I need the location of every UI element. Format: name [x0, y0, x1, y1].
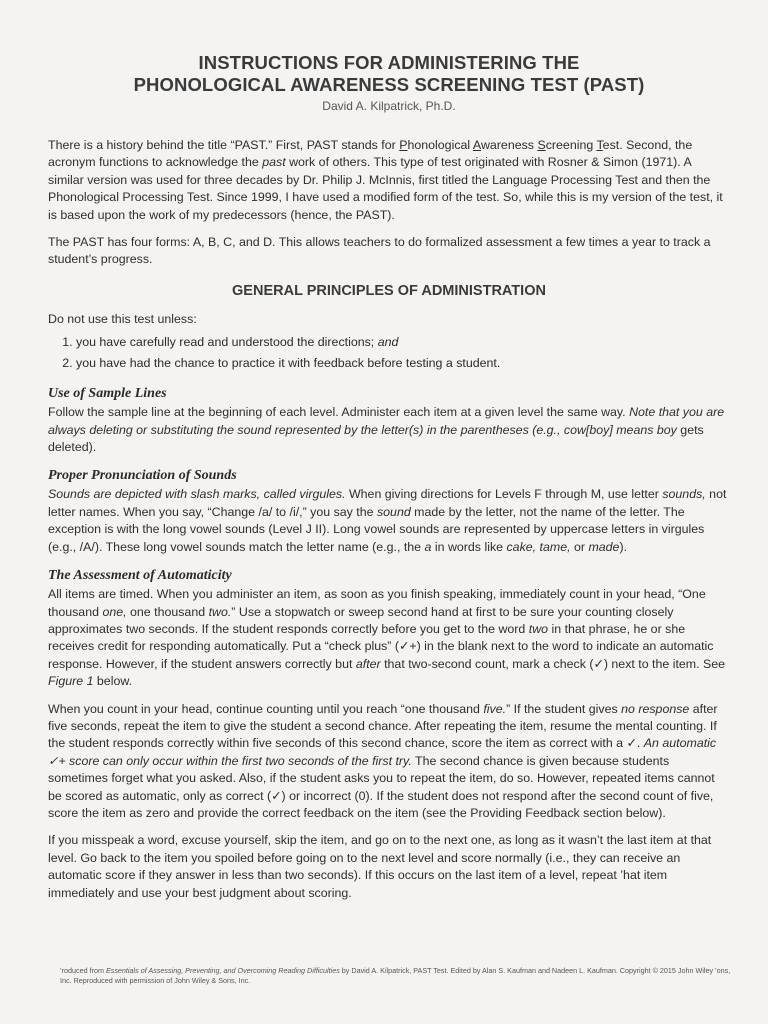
sample-lines-paragraph: Follow the sample line at the beginning of each level. Administer each item at a given level the same way. Note that you are always deleting or substituting the sound represented by the letter(s) in the parentheses (e.g., cow[boy] means boy gets deleted). — [48, 405, 725, 455]
title-line-1: INSTRUCTIONS FOR ADMINISTERING THE — [198, 52, 580, 73]
title-line-2: PHONOLOGICAL AWARENESS SCREENING TEST (PAST) — [133, 74, 645, 95]
pronunciation-paragraph: Sounds are depicted with slash marks, called virgules. When giving directions for Levels F through M, use letter sounds, not letter names. When you say, “Change /a/ to /i/,” you say the sound made by the letter, not the name of the letter. The exception is with the long vowel sounds (Level J II). Long vowel sounds are represented by uppercase letters in virgules (e.g., /A/). These long vowel sounds match the letter name (e.g., the a in words like cake, tame, or made). — [48, 487, 727, 554]
pronunciation-heading: Proper Pronunciation of Sounds — [48, 468, 237, 484]
list-item: 2. you have had the chance to practice it with feedback before testing a student. — [76, 353, 730, 374]
document-title — [48, 52, 730, 96]
automaticity-paragraph-1: All items are timed. When you administer an item, as soon as you finish speaking, immediately count in your head, “One thousand one, one thousand two.” Use a stopwatch or sweep second hand at first to be sure your counting closely approximates two seconds. If the student responds correctly before you get to the word two in that phrase, he or she receives credit for responding automatically. Put a “check plus” (✓+) in the blank next to the word to indicate an automatic response. However, if the student answers correctly but after that two-second count, mark a check (✓) next to the item. See Figure 1 below. — [48, 587, 726, 689]
author-line: David A. Kilpatrick, Ph.D. — [322, 99, 456, 113]
prerequisite-list — [48, 332, 730, 374]
automaticity-heading: The Assessment of Automaticity — [48, 568, 232, 584]
intro-paragraph-2: The PAST has four forms: A, B, C, and D. This allows teachers to do formalized assessment a few times a year to track a student’s progress. — [48, 235, 711, 267]
copyright-footer: ’roduced from Essentials of Assessing, Preventing, and Overcoming Reading Difficulties by David A. Kilpatrick, PAST Test. Edited by Alan S. Kaufman and Nadeen L. Kaufman. Copyright © 2015 John Wiley ’ons, Inc. Reproduced with permission of John Wiley & Sons, Inc. — [60, 966, 731, 985]
list-item: 1. you have carefully read and understood the directions; and — [76, 332, 730, 353]
general-principles-heading: GENERAL PRINCIPLES OF ADMINISTRATION — [232, 282, 546, 299]
automaticity-paragraph-3: If you misspeak a word, excuse yourself, skip the item, and go on to the next one, as long as it wasn’t the last item at that level. Go back to the item you spoiled before going on to the next level and score normally (i.e., they can receive an automatic score if they answer in less than two seconds). If this occurs on the last item of a level, repeat ’hat item immediately and use your best judgment about scoring. — [48, 833, 712, 900]
sample-lines-heading: Use of Sample Lines — [48, 386, 167, 402]
intro-paragraph-1: There is a history behind the title “PAST.” First, PAST stands for Phonological Awareness Screening Test. Second, the acronym functions to acknowledge the past work of others. This type of test originated with Rosner & Simon (1971). A similar version was used for three decades by Dr. Philip J. McInnis, first titled the Language Processing Test and then the Phonological Processing Test. Since 1999, I have used a modified form of the test. So, while this is my version of the test, it is based upon the work of my predecessors (hence, the PAST). — [48, 138, 723, 222]
automaticity-paragraph-2: When you count in your head, continue counting until you reach “one thousand five.” If the student gives no response after five seconds, repeat the item to give the student a second chance. After repeating the item, resume the mental counting. If the student responds correctly within five seconds of this second chance, score the item as correct with a ✓. An automatic ✓+ score can only occur within the first two seconds of the first try. The second chance is given because students sometimes forget what you asked. Also, if the student asks you to repeat the item, do so. However, repeated items cannot be scored as automatic, only as correct (✓) or incorrect (0). If the student does not respond after the second count of five, score the item as zero and provide the correct feedback on the item (see the Providing Feedback section below). — [48, 701, 718, 820]
general-lead: Do not use this test unless: — [48, 311, 197, 326]
